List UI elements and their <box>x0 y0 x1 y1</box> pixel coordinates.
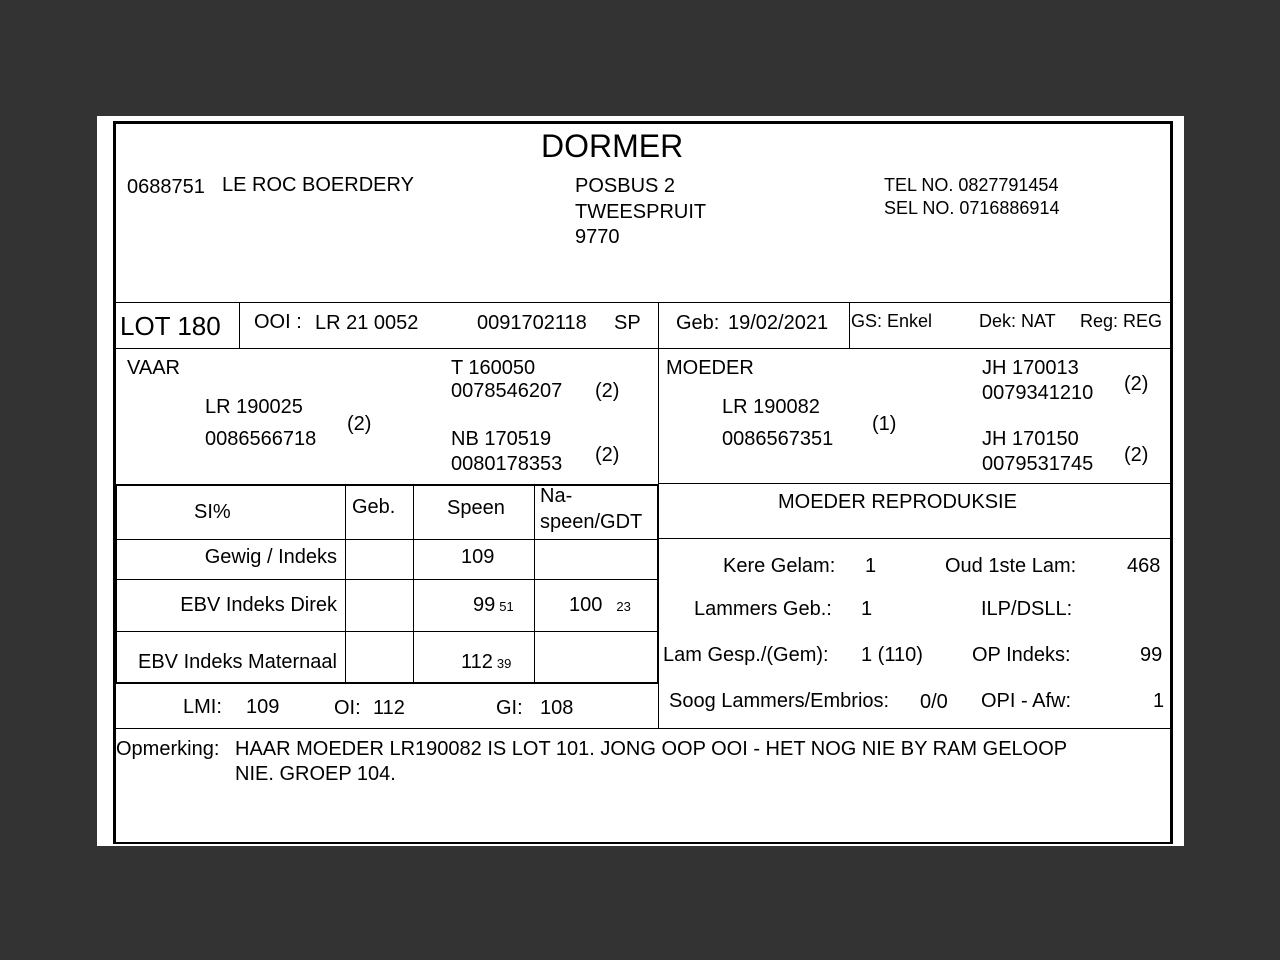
gi-label: GI: <box>496 697 523 719</box>
breed-title: DORMER <box>541 128 684 164</box>
divider-remark <box>116 728 1171 729</box>
ewe-id: LR 21 0052 <box>315 312 419 334</box>
sire-dam-number: 0080178353 <box>451 453 563 475</box>
perf-table-col-3 <box>534 484 535 683</box>
remark-line-2: NIE. GROEP 104. <box>235 763 396 785</box>
repro-gesp-value: 1 (110) <box>861 644 923 666</box>
sire-dam-count: (2) <box>595 444 620 466</box>
dam-dam-id: JH 170150 <box>982 428 1079 450</box>
oi-value: 112 <box>373 697 405 719</box>
perf-row-naspeen-sub: 23 <box>616 599 631 614</box>
lmi-value: 109 <box>246 696 280 718</box>
cropped-red-text-line <box>167 841 1127 845</box>
repro-title: MOEDER REPRODUKSIE <box>778 491 1017 513</box>
dam-dam-number: 0079531745 <box>982 453 1094 475</box>
divider-birth <box>849 302 850 348</box>
perf-row-naspeen-value: 100 <box>569 594 603 616</box>
perf-table-row-line-1 <box>115 579 659 580</box>
divider-lot <box>239 302 240 348</box>
address-line-2: TWEESPRUIT <box>575 201 707 223</box>
dam-id: LR 190082 <box>722 396 820 418</box>
dam-sire-number: 0079341210 <box>982 382 1094 404</box>
perf-table-bottom <box>115 682 659 684</box>
perf-row-speen: 109 <box>461 546 495 568</box>
sel-number: SEL NO. 0716886914 <box>884 198 1060 218</box>
perf-row-speen-value: 112 <box>461 651 493 673</box>
dam-count: (1) <box>872 413 897 435</box>
repro-soog-label: Soog Lammers/Embrios: <box>669 690 890 712</box>
dam-sire-count: (2) <box>1124 373 1149 395</box>
perf-table-col-2 <box>413 484 414 683</box>
reg-value: Reg: REG <box>1080 311 1163 331</box>
perf-row-naspeen <box>569 595 631 615</box>
sire-label: VAAR <box>127 357 180 379</box>
repro-opi-label: OPI - Afw: <box>981 690 1072 712</box>
remark-line-1: HAAR MOEDER LR190082 IS LOT 101. JONG OOP OOI - HET NOG NIE BY RAM GELOOP <box>235 738 1068 760</box>
repro-oud-value: 468 <box>1127 555 1161 577</box>
perf-table-header-line <box>115 539 659 540</box>
perf-header-geb: Geb. <box>352 496 396 518</box>
gs-value: GS: Enkel <box>851 311 933 331</box>
repro-op-label: OP Indeks: <box>972 644 1071 666</box>
sire-number: 0086566718 <box>205 428 317 450</box>
repro-opi-value: 1 <box>1153 690 1165 712</box>
tel-number: TEL NO. 0827791454 <box>884 175 1059 195</box>
repro-gesp-label: Lam Gesp./(Gem): <box>663 644 829 666</box>
repro-kere-value: 1 <box>865 555 877 577</box>
perf-row-label: Gewig / Indeks <box>204 546 337 568</box>
gi-value: 108 <box>540 697 574 719</box>
lot-sheet <box>97 116 1184 846</box>
dam-sire-id: JH 170013 <box>982 357 1079 379</box>
perf-header-si: SI% <box>194 501 231 523</box>
repro-ilp-label: ILP/DSLL: <box>981 598 1073 620</box>
owner-number: 0688751 <box>127 176 205 198</box>
perf-header-naspeen-2: speen/GDT <box>540 511 643 533</box>
ewe-grade: SP <box>614 312 641 334</box>
sire-sire-number: 0078546207 <box>451 380 563 402</box>
repro-op-value: 99 <box>1140 644 1163 666</box>
birth-label: Geb: <box>676 312 720 334</box>
perf-row-label: EBV Indeks Maternaal <box>138 651 337 673</box>
dam-number: 0086567351 <box>722 428 834 450</box>
repro-lammers-value: 1 <box>861 598 873 620</box>
address-line-3: 9770 <box>575 226 620 248</box>
perf-table-left <box>115 484 117 684</box>
perf-table-row-line-2 <box>115 631 659 632</box>
perf-row-speen-sub: 39 <box>496 656 512 671</box>
repro-oud-label: Oud 1ste Lam: <box>945 555 1077 577</box>
owner-name: LE ROC BOERDERY <box>222 174 414 196</box>
perf-row-speen-sub: 51 <box>499 599 514 614</box>
divider-pedigree-right <box>659 483 1171 484</box>
lmi-label: LMI: <box>183 696 222 718</box>
lot-number: LOT 180 <box>120 311 221 341</box>
perf-row-speen-value: 99 <box>473 594 496 616</box>
dam-label: MOEDER <box>666 357 754 379</box>
oi-label: OI: <box>334 697 361 719</box>
sire-count: (2) <box>347 413 372 435</box>
perf-header-speen: Speen <box>447 497 505 519</box>
divider-mid-upper <box>658 302 659 484</box>
perf-row-speen <box>473 595 514 615</box>
dek-value: Dek: NAT <box>979 311 1056 331</box>
divider-header <box>116 302 1171 303</box>
repro-kere-label: Kere Gelam: <box>723 555 836 577</box>
birth-date: 19/02/2021 <box>728 312 829 334</box>
perf-table-col-1 <box>345 484 346 683</box>
perf-header-naspeen-1: Na- <box>540 485 573 507</box>
repro-soog-value: 0/0 <box>920 691 948 713</box>
ewe-label: OOI : <box>254 311 302 333</box>
remark-label: Opmerking: <box>116 738 220 760</box>
divider-lot-row <box>116 348 1171 349</box>
sire-dam-id: NB 170519 <box>451 428 552 450</box>
dam-dam-count: (2) <box>1124 444 1149 466</box>
address-line-1: POSBUS 2 <box>575 175 676 197</box>
perf-row-label: EBV Indeks Direk <box>180 594 337 616</box>
perf-table-top <box>115 484 659 486</box>
perf-row-speen <box>461 652 511 672</box>
divider-mid-lower <box>658 483 659 729</box>
sire-id: LR 190025 <box>205 396 303 418</box>
repro-lammers-label: Lammers Geb.: <box>694 598 832 620</box>
sire-sire-id: T 160050 <box>451 357 536 379</box>
divider-repro-title <box>659 538 1171 539</box>
ewe-number: 0091702118 <box>477 312 587 334</box>
sire-sire-count: (2) <box>595 380 620 402</box>
